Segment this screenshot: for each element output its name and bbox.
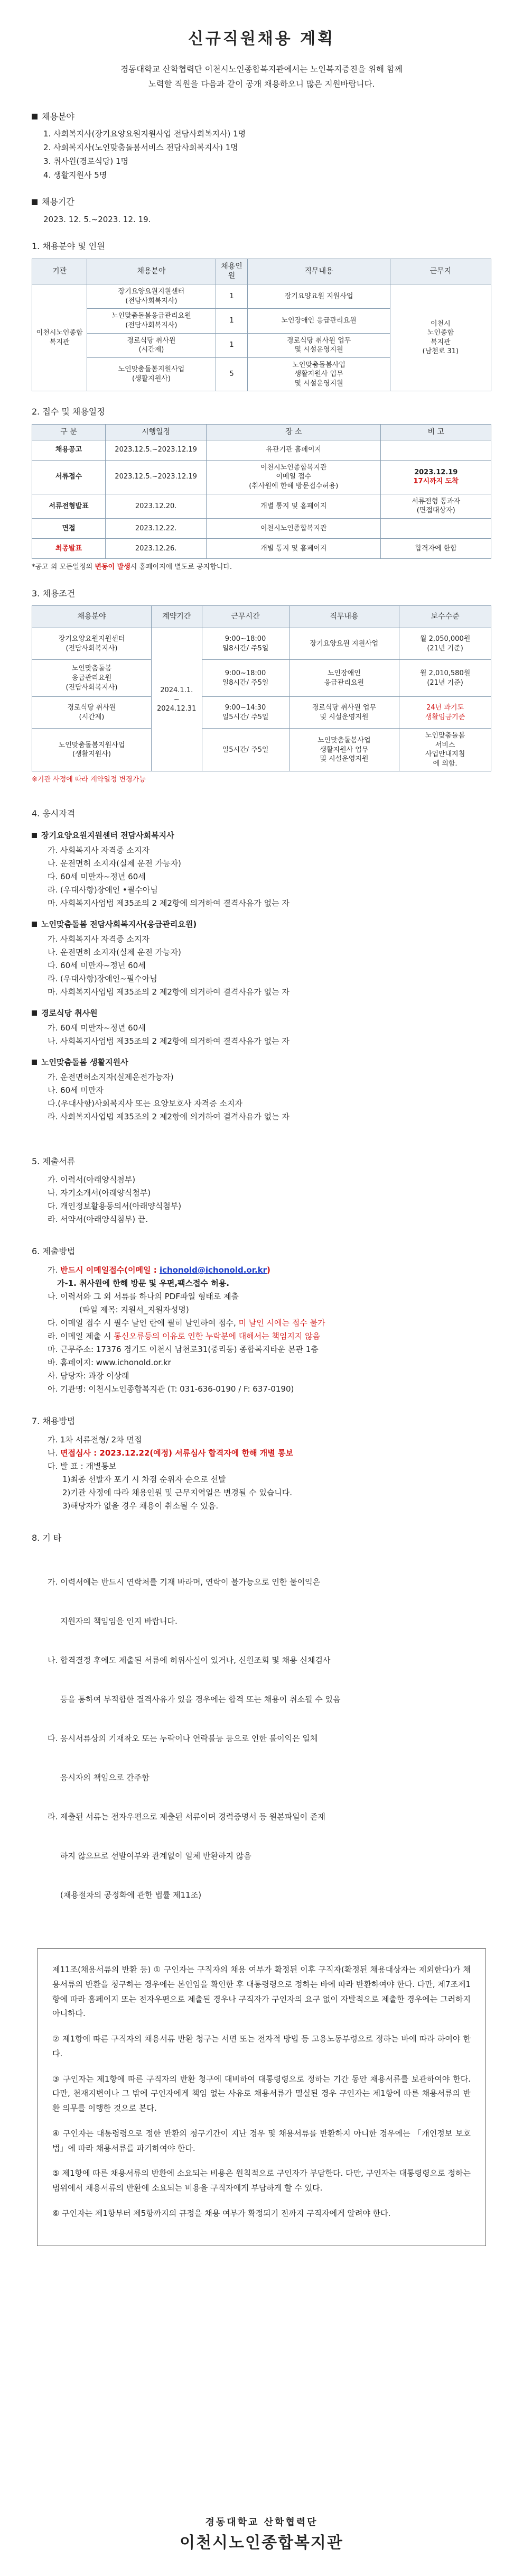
section-4-heading: 4. 응시자격 <box>32 808 76 819</box>
table-cell: 서류전형발표 <box>32 494 106 518</box>
footer-signature <box>0 2515 523 2556</box>
period-heading: 채용기간 <box>32 195 491 209</box>
table-cell <box>381 518 491 538</box>
list-item: 마. 사회복지사업법 제35조의 2 제2항에 의거하여 결격사유가 없는 자 <box>48 898 289 908</box>
law-paragraph: ② 제1항에 따른 구직자의 채용서류 반환 청구는 서면 또는 전자적 방법 등 고용노동부령으로 정하는 바에 따라 하여야 한다. <box>52 2034 471 2058</box>
law-paragraph: 제11조(채용서류의 반환 등) ① 구인자는 구직자의 채용 여부가 확정된 이후 구직자(확정된 채용대상자는 제외한다)가 채용서류의 반환을 청구하는 경우에는 본인임을 확인한 후 대통령령으로 정하는 바에 따라 반환하여야 한다. 다만, 제7조제1항에 따라 홈페이지 또는 전자우편으로 제출된 경우나 구직자가 구인자의 요구 없이 자발적으로 제출한 경우에는 그러하지 아니하다. <box>52 1965 471 2019</box>
place-cell: 이천시 노인종합 복지관 (남천로 31) <box>390 284 491 391</box>
list-item: 가. 사회복지사 자격증 소지자 <box>48 934 150 944</box>
table-cell: 2023.12.22. <box>106 518 207 538</box>
col-header: 직무내용 <box>289 606 399 628</box>
list-item: 가. 반드시 이메일접수(이메일 : ichonold@ichonold.or.kr) <box>48 1265 270 1275</box>
table-cell: 9:00~18:00 일8시간/ 주5일 <box>202 660 289 697</box>
table-cell: 서류전형 통과자 (면접대상자) <box>381 494 491 518</box>
list-item: 가-1. 취사원에 한해 방문 및 우편,팩스접수 허용. <box>57 1278 229 1288</box>
table-cell: 일5시간/ 주5일 <box>202 729 289 771</box>
section-7-heading: 7. 채용방법 <box>32 1416 76 1426</box>
table-cell: 유관기관 홈페이지 <box>207 440 381 460</box>
table-cell: 2023.12.5.~2023.12.19 <box>106 460 207 494</box>
table-cell: 노인맞춤돌봄 응급관리요원 (전담사회복지사) <box>32 660 152 697</box>
col-header: 비 고 <box>381 424 491 440</box>
list-item: (채용절차의 공정화에 관한 법률 제11조) <box>48 1890 202 1900</box>
table-row <box>32 538 491 558</box>
table-cell: 24년 과기도 생활임금기준 <box>399 697 491 729</box>
list-item: 나. 이력서와 그 외 서류를 하나의 PDF파일 형태로 제출 <box>48 1292 239 1301</box>
list-item: 마. 사회복지사업법 제35조의 2 제2항에 의거하여 결격사유가 없는 자 <box>48 987 289 997</box>
list-item: 다. 60세 미만자~정년 60세 <box>48 871 146 881</box>
col-header: 직무내용 <box>248 259 390 284</box>
list-item: 하지 않으므로 선발여부와 관계없이 일체 반환하지 않음 <box>48 1851 251 1861</box>
documents-list <box>48 1173 491 1226</box>
law-paragraph: ⑥ 구인자는 제1항부터 제5항까지의 규정을 채용 여부가 확정되기 전까지 구직자에게 알려야 한다. <box>52 2208 391 2218</box>
table-cell: 2023.12.5.~2023.12.19 <box>106 440 207 460</box>
table-cell: 장기요양요원 지원사업 <box>248 284 390 309</box>
col-header: 구 분 <box>32 424 106 440</box>
col-header: 근무시간 <box>202 606 289 628</box>
square-bullet-icon <box>32 1060 37 1065</box>
footer-org-line1: 경동대학교 산학협력단 <box>205 2517 318 2528</box>
list-item: 라. 이메일 제출 시 통신오류등의 이유로 인한 누락분에 대해서는 책임지지 않음 <box>48 1331 321 1341</box>
qual-group-heading: 노인맞춤돌봄 전담사회복지사(응급관리요원) <box>32 918 491 931</box>
col-header: 장 소 <box>207 424 381 440</box>
table-cell: 9:00~18:00 일8시간/ 주5일 <box>202 628 289 660</box>
col-header: 계약기간 <box>151 606 202 628</box>
col-header: 채용인원 <box>216 259 248 284</box>
list-item: 다. 이메일 접수 시 필수 날인 란에 필히 날인하여 접수, 미 날인 시에는 접수 불가 <box>48 1318 325 1328</box>
table-cell: 노인맞춤돌봄 서비스 사업안내지침 에 의함. <box>399 729 491 771</box>
col-header: 채용분야 <box>87 259 216 284</box>
table-cell: 장기요양요원지원센터 (전담사회복지사) <box>87 284 216 309</box>
table-cell: 1 <box>216 333 248 357</box>
positions-table <box>32 259 491 392</box>
list-item: 지원자의 책임임을 인지 바랍니다. <box>48 1616 178 1626</box>
table-cell: 노인맞춤돌봄사업 생활지원사 업무 및 시설운영지원 <box>289 729 399 771</box>
law-paragraph: ④ 구인자는 대통령령으로 정한 반환의 청구기간이 지난 경우 및 채용서류를 반환하지 아니한 경우에는 「개인정보 보호법」에 따라 채용서류를 파기하여야 한다. <box>52 2128 471 2153</box>
table-cell: 노인장애인 응급관리요원 <box>248 309 390 333</box>
table-cell: 합격자에 한함 <box>381 538 491 558</box>
table-cell: 1 <box>216 284 248 309</box>
section-1-heading: 1. 채용분야 및 인원 <box>32 241 105 251</box>
table-cell: 2023.12.20. <box>106 494 207 518</box>
list-item: 다. 60세 미만자~정년 60세 <box>48 960 146 970</box>
square-bullet-icon <box>32 199 38 205</box>
section-6-heading: 6. 제출방법 <box>32 1246 76 1257</box>
list-item: 가. 운전면허소지자(실제운전가능자) <box>48 1072 174 1082</box>
table-cell: 노인맞춤돌봄지원사업 (생활지원사) <box>87 357 216 391</box>
col-header: 시행일정 <box>106 424 207 440</box>
table-cell: 서류접수 <box>32 460 106 494</box>
table-row <box>32 628 491 660</box>
schedule-table <box>32 424 491 559</box>
list-item: 라. (우대사항)장애인~필수아님 <box>48 973 157 983</box>
table-cell: 최종발표 <box>32 538 106 558</box>
table-row <box>32 494 491 518</box>
schedule-note: *공고 외 모든일정의 변동이 발생시 홈페이지에 별도로 공지합니다. <box>32 563 232 571</box>
list-item: 아. 기관명: 이천시노인종합복지관 (T: 031-636-0190 / F: 637-0190) <box>48 1384 294 1394</box>
list-item: 바. 홈페이지: www.ichonold.or.kr <box>48 1358 171 1367</box>
table-cell: 이천시노인종합복지관 이메일 접수 (취사원에 한해 방문접수허용) <box>207 460 381 494</box>
table-cell: 개별 통지 및 홈페이지 <box>207 494 381 518</box>
contract-cell: 2024.1.1. ~ 2024.12.31 <box>151 628 202 771</box>
method-list <box>48 1433 491 1512</box>
list-item: 사. 담당자: 과장 이상래 <box>48 1371 129 1381</box>
section-3-heading: 3. 채용조건 <box>32 588 76 599</box>
table-cell: 장기요양요원지원센터 (전담사회복지사) <box>32 628 152 660</box>
law-paragraph: ⑤ 제1항에 따른 채용서류의 반환에 소요되는 비용은 원칙적으로 구인자가 부담한다. 다만, 구인자는 대통령령으로 정하는 범위에서 채용서류의 반환에 소요되는 비용을 구직자에게 부담하게 할 수 있다. <box>52 2168 471 2193</box>
list-item: 가. 1차 서류전형/ 2차 면접 <box>48 1434 142 1445</box>
list-item: 2)기관 사정에 따라 채용인원 및 근무지역일은 변경될 수 있습니다. <box>62 1487 293 1497</box>
col-header: 기관 <box>32 259 87 284</box>
table-cell: 1 <box>216 309 248 333</box>
list-item: 1)최종 선발자 포기 시 차점 순위자 순으로 선발 <box>62 1474 226 1484</box>
list-item: 나. 운전면허 소지자(실제 운전 가능자) <box>48 858 181 868</box>
table-cell: 경로식당 취사원 업무 및 시설운영지원 <box>248 333 390 357</box>
field-list <box>43 127 491 181</box>
list-item: 가. 이력서(아래양식첨부) <box>48 1175 136 1185</box>
list-item: 다. 발 표 : 개별통보 <box>48 1461 117 1471</box>
field-heading: 채용분야 <box>32 110 491 124</box>
list-item: 가. 이력서에는 반드시 연락처를 기재 바라며, 연락이 불가능으로 인한 불이익은 <box>48 1577 321 1587</box>
table-row <box>32 660 491 697</box>
square-bullet-icon <box>32 114 38 119</box>
list-item: 나. 자기소개서(아래양식첨부) <box>48 1188 151 1198</box>
table-cell: 노인맞춤돌봄응급관리요원 (전담사회복지사) <box>87 309 216 333</box>
col-header: 근무지 <box>390 259 491 284</box>
list-item: 4. 생활지원사 5명 <box>43 170 107 180</box>
list-item: 가. 사회복지사 자격증 소지자 <box>48 845 150 855</box>
qual-group-heading: 장기요양요원지원센터 전담사회복지사 <box>32 829 491 842</box>
list-item: 라. (우대사항)장애인 •필수아님 <box>48 885 158 895</box>
list-item: 다.(우대사항)사회복지사 또는 요양보호사 자격증 소지자 <box>48 1098 242 1108</box>
list-item: 나. 60세 미만자 <box>48 1085 104 1095</box>
list-item: 나. 면접심사 : 2023.12.22(예정) 서류심사 합격자에 한해 개별 통보 <box>48 1448 293 1458</box>
qual-group-heading: 경로식당 취사원 <box>32 1007 491 1019</box>
table-cell: 경로식당 취사원 (시간제) <box>87 333 216 357</box>
list-item: 응시자의 책임으로 간주함 <box>48 1773 150 1783</box>
qual-list <box>48 844 491 909</box>
list-item: 나. 합격결정 후에도 제출된 서류에 허위사실이 있거나, 신원조회 및 채용 신체검사 <box>48 1655 331 1666</box>
table-cell: 노인장애인 응급관리요원 <box>289 660 399 697</box>
square-bullet-icon <box>32 1010 37 1016</box>
table-cell: 채용공고 <box>32 440 106 460</box>
list-item: (파일 제목: 지원서_지원자성명) <box>79 1305 189 1314</box>
list-item: 등을 통하여 부적합한 결격사유가 있을 경우에는 합격 또는 채용이 취소될 수 있음 <box>48 1695 341 1705</box>
list-item: 가. 60세 미만자~정년 60세 <box>48 1023 146 1033</box>
list-item: 3. 취사원(경로식당) 1명 <box>43 157 129 167</box>
table-cell: 경로식당 취사원 (시간제) <box>32 697 152 729</box>
list-item: 1. 사회복지사(장기요양요원지원사업 전담사회복지사) 1명 <box>43 129 246 139</box>
law-excerpt-box <box>37 1948 486 2246</box>
table-row <box>32 440 491 460</box>
list-item: 라. 제출된 서류는 전자우편으로 제출된 서류이며 경력증명서 등 원본파일이 존재 <box>48 1812 325 1822</box>
section-5-heading: 5. 제출서류 <box>32 1156 76 1166</box>
period-value: 2023. 12. 5.~2023. 12. 19. <box>43 214 151 224</box>
table-cell: 장기요양요원 지원사업 <box>289 628 399 660</box>
table-cell: 면접 <box>32 518 106 538</box>
table-cell: 노인맞춤돌봄사업 생활지원사 업무 및 시설운영지원 <box>248 357 390 391</box>
table-cell: 2023.12.26. <box>106 538 207 558</box>
table-row <box>32 697 491 729</box>
section-8-heading: 8. 기 타 <box>32 1532 62 1543</box>
table-row <box>32 460 491 494</box>
submission-list <box>48 1264 491 1395</box>
qual-list <box>48 1022 491 1047</box>
square-bullet-icon <box>32 922 37 927</box>
table-cell: 노인맞춤돌봄지원사업 (생활지원사) <box>32 729 152 771</box>
col-header: 보수수준 <box>399 606 491 628</box>
section-2-heading: 2. 접수 및 채용일정 <box>32 407 105 417</box>
table-cell <box>381 440 491 460</box>
list-item: 2. 사회복지사(노인맞춤돌봄서비스 전담사회복지사) 1명 <box>43 143 238 153</box>
square-bullet-icon <box>32 833 37 838</box>
table-cell: 개별 통지 및 홈페이지 <box>207 538 381 558</box>
table-cell: 2023.12.19 17시까지 도착 <box>381 460 491 494</box>
table-cell: 월 2,010,580원 (21년 기준) <box>399 660 491 697</box>
intro-text: 경동대학교 산학협력단 이천시노인종합복지관에서는 노인복지증진을 위해 함께 노력할 직원을 다음과 같이 공개 채용하오니 많은 지원바랍니다. <box>120 65 403 89</box>
table-cell: 9:00~14:30 일5시간/ 주5일 <box>202 697 289 729</box>
table-row <box>32 518 491 538</box>
table-row <box>32 284 491 309</box>
list-item: 마. 근무주소: 17376 경기도 이천시 남천로31(중리동) 종합복지타운 본관 1층 <box>48 1345 319 1354</box>
qual-group-heading: 노인맞춤돌봄 생활지원사 <box>32 1056 491 1069</box>
table-cell: 경로식당 취사원 업무 및 시설운영지원 <box>289 697 399 729</box>
col-header: 채용분야 <box>32 606 152 628</box>
list-item: 라. 사회복지사업법 제35조의 2 제2항에 의거하여 결격사유가 없는 자 <box>48 1111 289 1121</box>
table-cell: 월 2,050,000원 (21년 기준) <box>399 628 491 660</box>
list-item: 다. 개인정보활용동의서(아래양식첨부) <box>48 1201 182 1211</box>
footer-org-line2: 이천시노인종합복지관 <box>180 2534 343 2552</box>
law-paragraph: ③ 구인자는 제1항에 따른 구직자의 반환 청구에 대비하여 대통령령으로 정하는 기간 동안 채용서류를 보관하여야 한다. 다만, 천재지변이나 그 밖에 구인자에게 책임 없는 사유로 채용서류가 멸실된 경우 구인자는 제1항에 따른 채용서류의 반환 의무를 이행한 것으로 본다. <box>52 2074 471 2113</box>
list-item: 나. 운전면허 소지자(실제 운전 가능자) <box>48 947 181 957</box>
etc-list <box>48 1550 491 1927</box>
page-title: 신규직원채용 계획 <box>188 30 335 48</box>
conditions-table <box>32 605 491 771</box>
conditions-note: ※기관 사정에 따라 계약일정 변경가능 <box>32 776 146 784</box>
table-cell: 5 <box>216 357 248 391</box>
list-item: 나. 사회복지사업법 제35조의 2 제2항에 의거하여 결격사유가 없는 자 <box>48 1036 289 1046</box>
list-item: 3)해당자가 없을 경우 채용이 취소될 수 있음. <box>62 1501 219 1511</box>
table-row <box>32 729 491 771</box>
list-item: 라. 서약서(아래양식첨부) 끝. <box>48 1215 148 1225</box>
email-link[interactable]: ichonold@ichonold.or.kr <box>159 1265 267 1275</box>
qual-list <box>48 1071 491 1123</box>
table-cell: 이천시노인종합복지관 <box>207 518 381 538</box>
qual-list <box>48 933 491 998</box>
org-cell: 이천시노인종합복지관 <box>32 284 87 391</box>
list-item: 다. 응시서류상의 기재착오 또는 누락이나 연락불능 등으로 인한 불이익은 일체 <box>48 1734 318 1744</box>
